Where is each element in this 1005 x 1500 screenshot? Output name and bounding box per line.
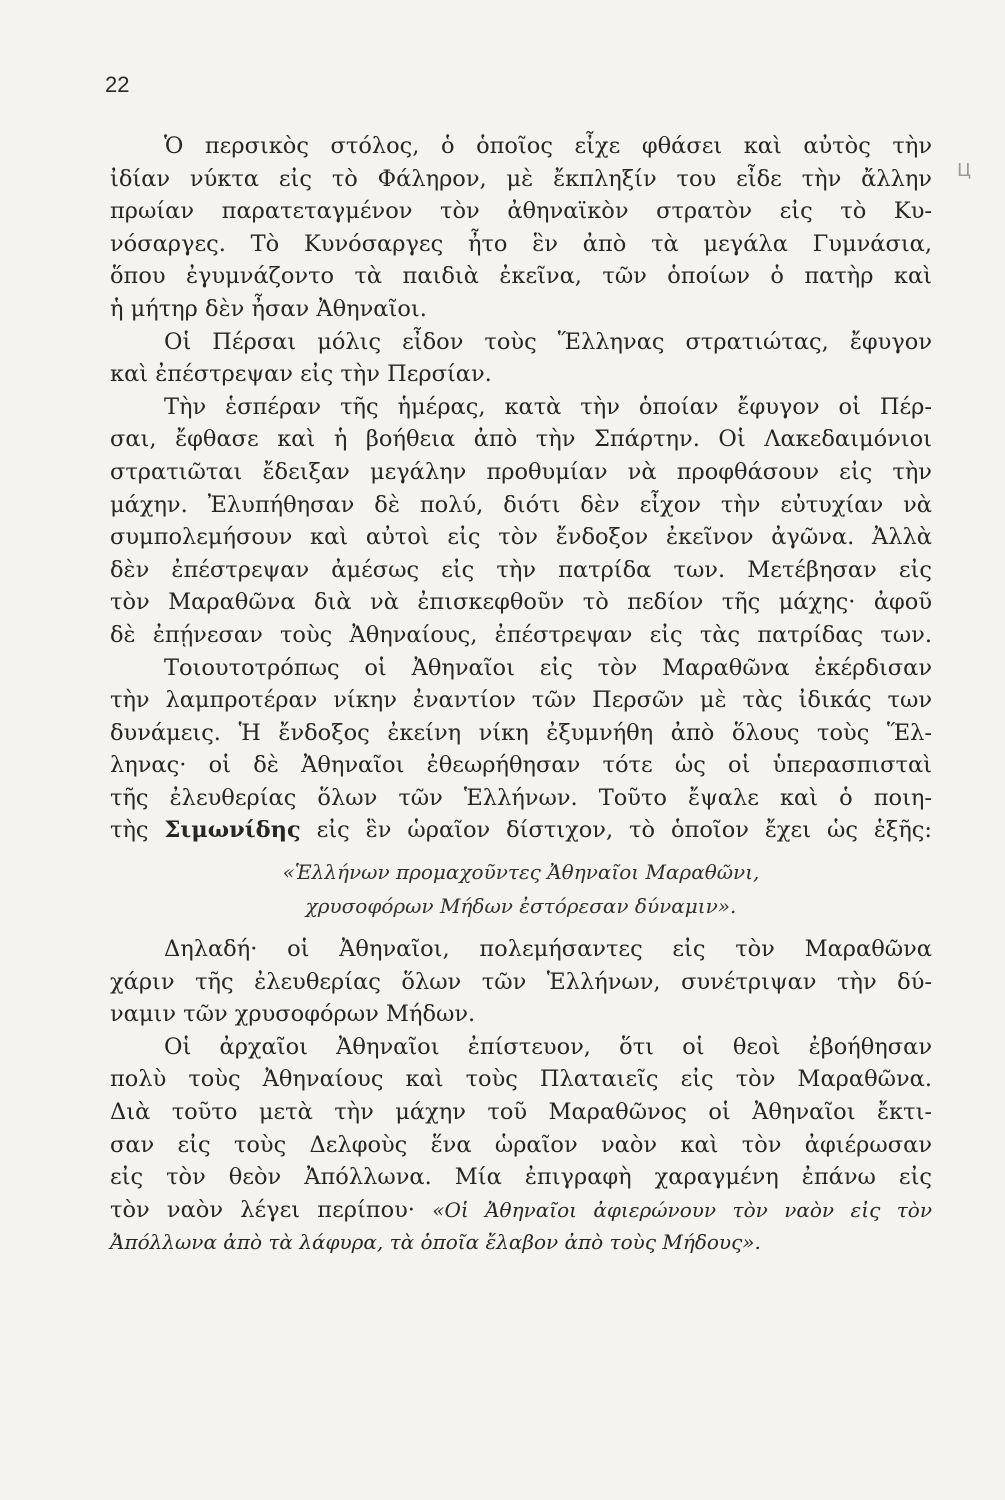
text-line: Διὰ τοῦτο μετὰ τὴν μάχην τοῦ Μαραθῶνος οἱ Ἀθηναῖοι ἔκτι- [110, 1099, 932, 1126]
text-line: πολὺ τοὺς Ἀθηναίους καὶ τοὺς Πλαταιεῖς εἰς τὸν Μαραθῶνα. [110, 1066, 932, 1093]
verse-line: «Ἑλλήνων προμαχοῦντες Ἀθηναῖοι Μαραθῶνι, [282, 860, 760, 885]
paragraph-spartan-help [110, 391, 932, 652]
text-line: σαι, ἔφθασε καὶ ἡ βοήθεια ἀπὸ τὴν Σπάρτην. Οἱ Λακεδαιμόνιοι [110, 426, 932, 453]
text-line: Τὴν ἑσπέραν τῆς ἡμέρας, κατὰ τὴν ὁποίαν ἔφυγον οἱ Πέρ- [164, 393, 932, 420]
inscription-quote: «Οἱ Ἀθηναῖοι ἀφιερώνουν τὸν ναὸν εἰς τὸν [432, 1197, 932, 1222]
text-line: ὅπου ἐγυμνάζοντο τὰ παιδιὰ ἐκεῖνα, τῶν ὁποίων ὁ πατὴρ καὶ [110, 263, 932, 290]
text-line: Δηλαδή· οἱ Ἀθηναῖοι, πολεμήσαντες εἰς τὸν Μαραθῶνα [164, 936, 932, 963]
text-line: τῆς ἐλευθερίας ὅλων τῶν Ἑλλήνων. Τοῦτο ἔψαλε καὶ ὁ ποιη- [110, 784, 932, 811]
text-line: νόσαργες. Τὸ Κυνόσαργες ἦτο ἓν ἀπὸ τὰ μεγάλα Γυμνάσια, [110, 230, 932, 257]
text-fragment: τὸν ναὸν λέγει περίπου· [110, 1196, 433, 1223]
text-line [110, 814, 932, 847]
text-line: Οἱ ἀρχαῖοι Ἀθηναῖοι ἐπίστευον, ὅτι οἱ θεοὶ ἐβοήθησαν [164, 1033, 932, 1060]
text-line: δὲ ἐπῄνεσαν τοὺς Ἀθηναίους, ἐπέστρεψαν εἰς τὰς πατρίδας των. [110, 621, 932, 648]
text-line: ληνας· οἱ δὲ Ἀθηναῖοι ἐθεωρήθησαν τότε ὡς οἱ ὑπερασπισταὶ [110, 752, 932, 779]
paragraph-victory [110, 652, 932, 848]
inscription-quote-line: Ἀπόλλωνα ἀπὸ τὰ λάφυρα, τὰ ὁποῖα ἔλαβον ἀπὸ τοὺς Μήδους». [110, 1230, 761, 1255]
text-line: δὲν ἐπέστρεψαν ἀμέσως εἰς τὴν πατρίδα των. Μετέβησαν εἰς [110, 556, 932, 583]
text-line: στρατιῶται ἔδειξαν μεγάλην προθυμίαν νὰ προφθάσουν εἰς τὴν [110, 458, 932, 485]
text-line: σαν εἰς τοὺς Δελφοὺς ἕνα ὡραῖον ναὸν καὶ τὸν ἀφιέρωσαν [110, 1131, 932, 1158]
text-fragment: εἰς ἓν ὡραῖον δίστιχον, τὸ ὁποῖον ἔχει ὡς ἑξῆς: [300, 817, 932, 844]
text-line: μάχην. Ἐλυπήθησαν δὲ πολύ, διότι δὲν εἶχον τὴν εὐτυχίαν νὰ [110, 491, 932, 518]
paragraph-explanation [110, 933, 932, 1031]
page-number: 22 [105, 72, 130, 97]
text-line: πρωίαν παρατεταγμένον τὸν ἀθηναϊκὸν στρατὸν εἰς τὸ Κυ- [110, 198, 932, 225]
text-line: δυνάμεις. Ἡ ἔνδοξος ἐκείνη νίκη ἐξυμνήθη ἀπὸ ὅλους τοὺς Ἕλ- [110, 719, 932, 746]
text-line: τὴν λαμπροτέραν νίκην ἐναντίον τῶν Περσῶν μὲ τὰς ἰδικάς των [110, 687, 932, 714]
text-line: εἰς τὸν θεὸν Ἀπόλλωνα. Μία ἐπιγραφὴ χαραγμένη ἐπάνω εἰς [110, 1164, 932, 1191]
text-line: συμπολεμήσουν καὶ αὐτοὶ εἰς τὸν ἔνδοξον ἐκεῖνον ἀγῶνα. Ἀλλὰ [110, 524, 932, 551]
poet-name: Σιμωνίδης [164, 817, 301, 844]
text-line: χάριν τῆς ἐλευθερίας ὅλων τῶν Ἑλλήνων, συνέτριψαν τὴν δύ- [110, 968, 932, 995]
text-line: ναμιν τῶν χρυσοφόρων Μήδων. [110, 1001, 476, 1028]
text-line: ἰδίαν νύκτα εἰς τὸ Φάληρον, μὲ ἔκπληξίν του εἶδε τὴν ἄλλην [110, 165, 932, 192]
margin-pencil-mark: Ц [957, 160, 971, 181]
text-line: ἡ μήτηρ δὲν ἦσαν Ἀθηναῖοι. [110, 295, 427, 322]
paragraph-persian-fleet [110, 130, 932, 326]
paragraph-persians-flee [110, 326, 932, 391]
text-line: Οἱ Πέρσαι μόλις εἶδον τοὺς Ἕλληνας στρατιώτας, ἔφυγον [164, 328, 932, 355]
page-body [110, 130, 932, 1259]
text-fragment: τὴς [110, 817, 165, 844]
text-line: τὸν Μαραθῶνα διὰ νὰ ἐπισκεφθοῦν τὸ πεδίον τῆς μάχης· ἀφοῦ [110, 589, 932, 616]
text-line [110, 1194, 932, 1227]
epigram-verse [110, 855, 932, 923]
verse-line: χρυσοφόρων Μήδων ἐστόρεσαν δύναμιν». [305, 894, 737, 919]
text-line: Ὁ περσικὸς στόλος, ὁ ὁποῖος εἶχε φθάσει καὶ αὐτὸς τὴν [164, 133, 932, 159]
text-line: Τοιουτοτρόπως οἱ Ἀθηναῖοι εἰς τὸν Μαραθῶνα ἐκέρδισαν [164, 654, 932, 681]
paragraph-delphi-temple [110, 1031, 932, 1259]
text-line: καὶ ἐπέστρεψαν εἰς τὴν Περσίαν. [110, 361, 492, 388]
